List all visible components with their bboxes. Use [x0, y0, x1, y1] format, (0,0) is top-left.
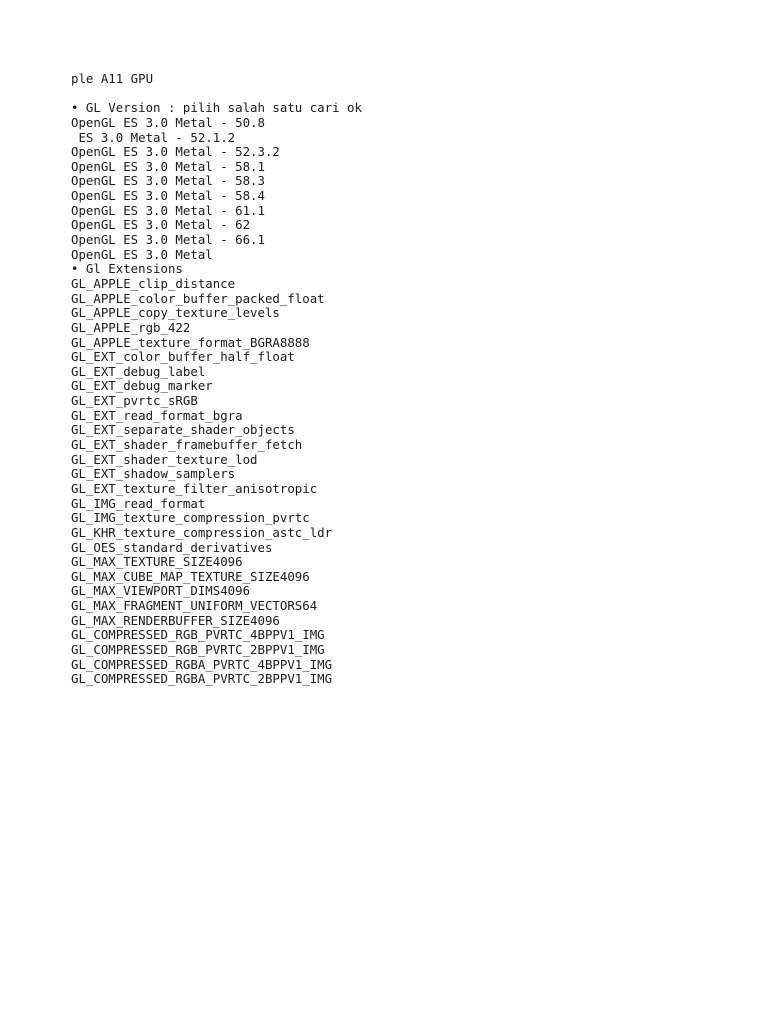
gl-extension-item: GL_IMG_texture_compression_pvrtc: [71, 510, 310, 526]
gl-version-item: OpenGL ES 3.0 Metal - 61.1: [71, 202, 265, 218]
gl-version-item: OpenGL ES 3.0 Metal - 50.8: [71, 114, 265, 130]
gl-extension-item: GL_MAX_CUBE_MAP_TEXTURE_SIZE4096: [71, 568, 310, 584]
gl-extension-item: GL_EXT_debug_label: [71, 363, 206, 379]
gl-extension-item: GL_EXT_shader_texture_lod: [71, 451, 258, 467]
gl-extension-item: GL_APPLE_rgb_422: [71, 319, 191, 335]
gl-extension-item: GL_EXT_color_buffer_half_float: [71, 349, 295, 365]
gl-version-list: [71, 116, 751, 262]
gl-extension-item: GL_MAX_VIEWPORT_DIMS4096: [71, 583, 251, 599]
gl-extension-item: GL_MAX_RENDERBUFFER_SIZE4096: [71, 612, 280, 628]
gl-extension-item: GL_MAX_FRAGMENT_UNIFORM_VECTORS64: [71, 598, 318, 614]
gl-extension-item: GL_COMPRESSED_RGB_PVRTC_4BPPV1_IMG: [71, 627, 325, 643]
gl-extension-item: GL_COMPRESSED_RGBA_PVRTC_4BPPV1_IMG: [71, 656, 333, 672]
gl-extension-item: GL_EXT_texture_filter_anisotropic: [71, 480, 318, 496]
gl-version-item: OpenGL ES 3.0 Metal - 52.3.2: [71, 144, 280, 160]
gl-version-item: OpenGL ES 3.0 Metal - 58.3: [71, 173, 265, 189]
gl-extensions-heading: • Gl Extensions: [71, 261, 183, 277]
gl-version-item: ES 3.0 Metal - 52.1.2: [71, 129, 236, 145]
gl-extension-list: [71, 277, 751, 687]
gl-version-item: OpenGL ES 3.0 Metal - 58.4: [71, 188, 265, 204]
gl-extension-item: GL_APPLE_texture_format_BGRA8888: [71, 334, 310, 350]
gl-version-item: OpenGL ES 3.0 Metal - 62: [71, 217, 251, 233]
gl-extension-item: GL_EXT_shader_framebuffer_fetch: [71, 437, 303, 453]
gl-extension-item: GL_EXT_pvrtc_sRGB: [71, 393, 198, 409]
blank-line: [71, 87, 751, 102]
gl-extension-item: GL_EXT_debug_marker: [71, 378, 213, 394]
gl-extension-item: GL_IMG_read_format: [71, 495, 206, 511]
gl-extension-item: GL_EXT_read_format_bgra: [71, 407, 243, 423]
gl-extension-item: GL_MAX_TEXTURE_SIZE4096: [71, 554, 243, 570]
gl-extension-item: GL_OES_standard_derivatives: [71, 539, 273, 555]
gl-extension-item: GL_APPLE_clip_distance: [71, 275, 236, 291]
gl-version-item: OpenGL ES 3.0 Metal: [71, 246, 213, 262]
gl-extension-item: GL_COMPRESSED_RGBA_PVRTC_2BPPV1_IMG: [71, 671, 333, 687]
gl-extension-item: GL_COMPRESSED_RGB_PVRTC_2BPPV1_IMG: [71, 641, 325, 657]
gl-version-item: OpenGL ES 3.0 Metal - 66.1: [71, 232, 265, 248]
gl-version-item: OpenGL ES 3.0 Metal - 58.1: [71, 158, 265, 174]
gl-version-heading: • GL Version : pilih salah satu cari ok: [71, 100, 362, 116]
device-line: ple A11 GPU: [71, 71, 154, 86]
document-page: [71, 72, 751, 687]
gl-extension-item: GL_EXT_shadow_samplers: [71, 466, 236, 482]
gl-extension-item: GL_APPLE_color_buffer_packed_float: [71, 290, 325, 306]
gl-extension-item: GL_KHR_texture_compression_astc_ldr: [71, 524, 333, 540]
gl-extension-item: GL_APPLE_copy_texture_levels: [71, 305, 280, 321]
gl-extension-item: GL_EXT_separate_shader_objects: [71, 422, 295, 438]
